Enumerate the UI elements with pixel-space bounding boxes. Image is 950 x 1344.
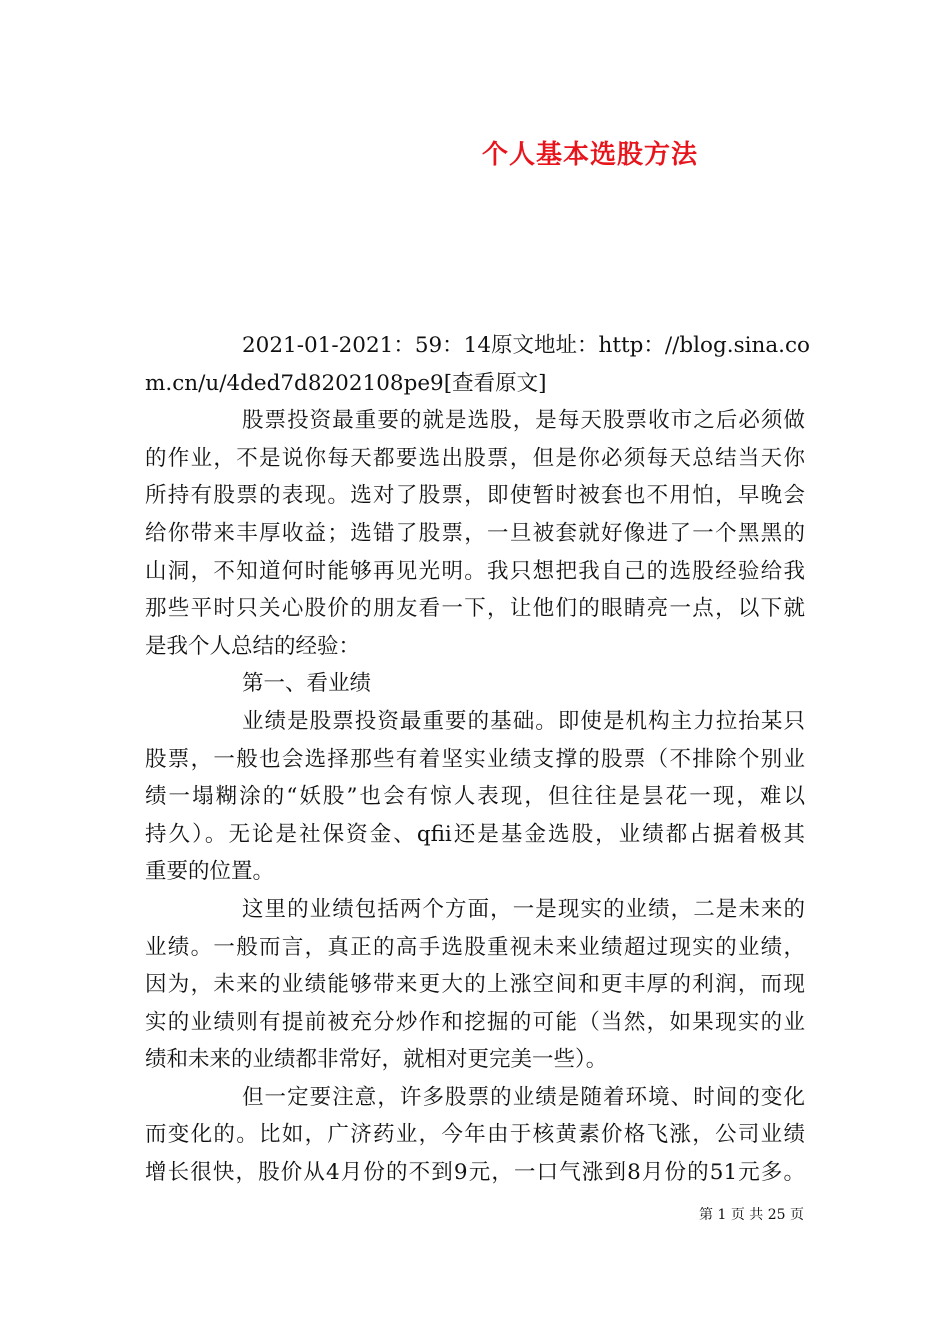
page-number: 第 1 页 共 25 页	[699, 1207, 804, 1223]
text-line: m.cn/u/4ded7d8202108pe9[查看原文]	[145, 370, 547, 396]
text-line: 绩一塌糊涂的“妖股”也会有惊人表现，但往往是昙花一现，难以	[145, 784, 805, 810]
text-line: 是我个人总结的经验：	[145, 633, 361, 659]
text-line: 持久）。无论是社保资金、qfii还是基金选股，业绩都占据着极其	[145, 821, 805, 847]
text-line: 股票，一般也会选择那些有着坚实业绩支撑的股票（不排除个别业	[145, 746, 805, 772]
text-line: 而变化的。比如，广济药业，今年由于核黄素价格飞涨，公司业绩	[145, 1122, 805, 1148]
text-line: 因为，未来的业绩能够带来更大的上涨空间和更丰厚的利润，而现	[145, 972, 805, 998]
text-line: 业绩。一般而言，真正的高手选股重视未来业绩超过现实的业绩，	[145, 934, 805, 960]
text-line: 实的业绩则有提前被充分炒作和挖掘的可能（当然，如果现实的业	[145, 1009, 805, 1035]
text-line: 业绩是股票投资最重要的基础。即使是机构主力拉抬某只	[242, 708, 805, 734]
text-line: 那些平时只关心股价的朋友看一下，让他们的眼睛亮一点，以下就	[145, 596, 805, 622]
text-line: 山洞，不知道何时能够再见光明。我只想把我自己的选股经验给我	[145, 558, 805, 584]
text-line: 绩和未来的业绩都非常好，就相对更完美一些）。	[145, 1047, 608, 1073]
text-line: 给你带来丰厚收益；选错了股票，一旦被套就好像进了一个黑黑的	[145, 520, 805, 546]
text-line: 但一定要注意，许多股票的业绩是随着环境、时间的变化	[242, 1084, 805, 1110]
document-body	[145, 327, 810, 1192]
text-line: 2021-01-2021：59：14原文地址：http：//blog.sina.co	[242, 333, 810, 358]
document-title: 个人基本选股方法	[481, 140, 698, 170]
text-line: 所持有股票的表现。选对了股票，即使暂时被套也不用怕，早晚会	[145, 483, 805, 509]
text-line: 重要的位置。	[145, 859, 275, 885]
text-line: 股票投资最重要的就是选股，是每天股票收市之后必须做	[242, 408, 805, 434]
text-line: 这里的业绩包括两个方面，一是现实的业绩，二是未来的	[242, 896, 805, 922]
text-line: 的作业，不是说你每天都要选出股票，但是你必须每天总结当天你	[145, 445, 805, 471]
text-line: 增长很快，股价从4月份的不到9元，一口气涨到8月份的51元多。	[145, 1160, 805, 1186]
section-heading: 第一、看业绩	[242, 671, 372, 697]
